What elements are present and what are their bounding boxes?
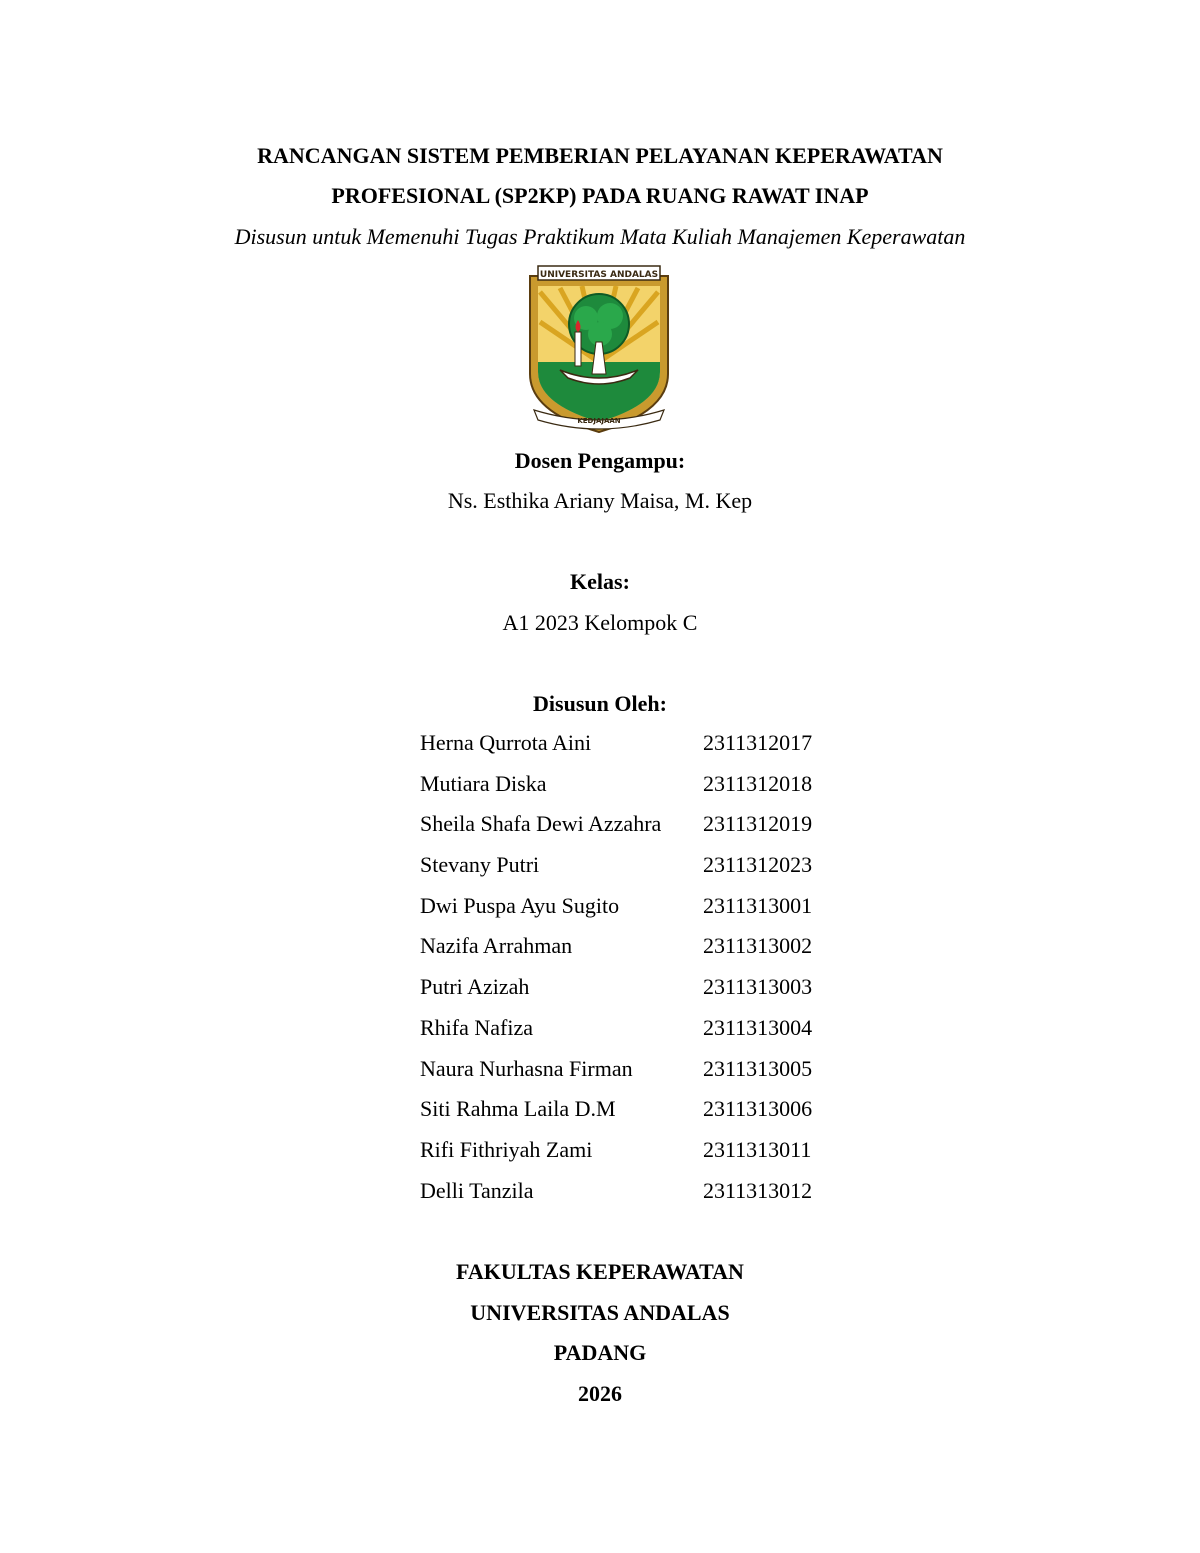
member-name: Stevany Putri (420, 852, 540, 878)
member-nim: 2311312017 (703, 730, 813, 755)
university-name: UNIVERSITAS ANDALAS (470, 1300, 730, 1325)
member-row (420, 1177, 840, 1218)
university-logo (526, 262, 672, 434)
member-name: Sheila Shafa Dewi Azzahra (420, 811, 662, 837)
member-row (420, 1014, 840, 1055)
member-row (420, 770, 840, 811)
member-row (420, 729, 840, 770)
class-value: A1 2023 Kelompok C (502, 610, 698, 635)
member-nim: 2311313011 (703, 1136, 812, 1162)
faculty-name: FAKULTAS KEPERAWATAN (456, 1259, 744, 1284)
authors-heading: Disusun Oleh: (533, 691, 667, 716)
member-row (420, 851, 840, 892)
lecturer-name: Ns. Esthika Ariany Maisa, M. Kep (447, 488, 753, 513)
member-nim: 2311313003 (703, 974, 813, 1000)
member-nim: 2311312019 (703, 811, 813, 837)
subtitle: Disusun untuk Memenuhi Tugas Praktikum Mata Kuliah Manajemen Keperawatan (234, 224, 966, 249)
members-list (420, 729, 840, 1217)
title-line-1: RANCANGAN SISTEM PEMBERIAN PELAYANAN KEPERAWATAN (257, 143, 943, 168)
member-nim: 2311312018 (703, 770, 813, 796)
member-name: Rifi Fithriyah Zami (420, 1136, 593, 1162)
member-row (420, 932, 840, 973)
member-name: Rhifa Nafiza (420, 1014, 533, 1040)
class-heading: Kelas: (570, 569, 630, 594)
member-row (420, 1136, 840, 1177)
member-name: Herna Qurrota Aini (420, 730, 592, 755)
member-row (420, 1095, 840, 1136)
member-name: Putri Azizah (420, 974, 530, 1000)
member-row (420, 810, 840, 851)
member-nim: 2311313012 (703, 1177, 813, 1203)
member-name: Nazifa Arrahman (420, 933, 573, 959)
member-nim: 2311312023 (703, 852, 813, 878)
member-row (420, 892, 840, 933)
member-row (420, 973, 840, 1014)
member-name: Mutiara Diska (420, 770, 547, 796)
member-nim: 2311313006 (703, 1096, 813, 1122)
logo-motto-text: KEDJAJAAN (577, 417, 621, 425)
title-line-2: PROFESIONAL (SP2KP) PADA RUANG RAWAT INAP (331, 183, 869, 208)
member-nim: 2311313001 (703, 892, 813, 918)
member-nim: 2311313002 (703, 933, 813, 959)
city-name: PADANG (553, 1340, 647, 1365)
member-row (420, 1055, 840, 1096)
member-name: Delli Tanzila (420, 1177, 534, 1203)
member-nim: 2311313005 (703, 1055, 813, 1081)
year: 2026 (578, 1381, 622, 1406)
member-name: Dwi Puspa Ayu Sugito (420, 892, 620, 918)
logo-banner-text: UNIVERSITAS ANDALAS (539, 270, 659, 280)
member-name: Naura Nurhasna Firman (420, 1055, 633, 1081)
lecturer-heading: Dosen Pengampu: (514, 448, 686, 473)
member-name: Siti Rahma Laila D.M (420, 1096, 616, 1122)
member-nim: 2311313004 (703, 1014, 813, 1040)
